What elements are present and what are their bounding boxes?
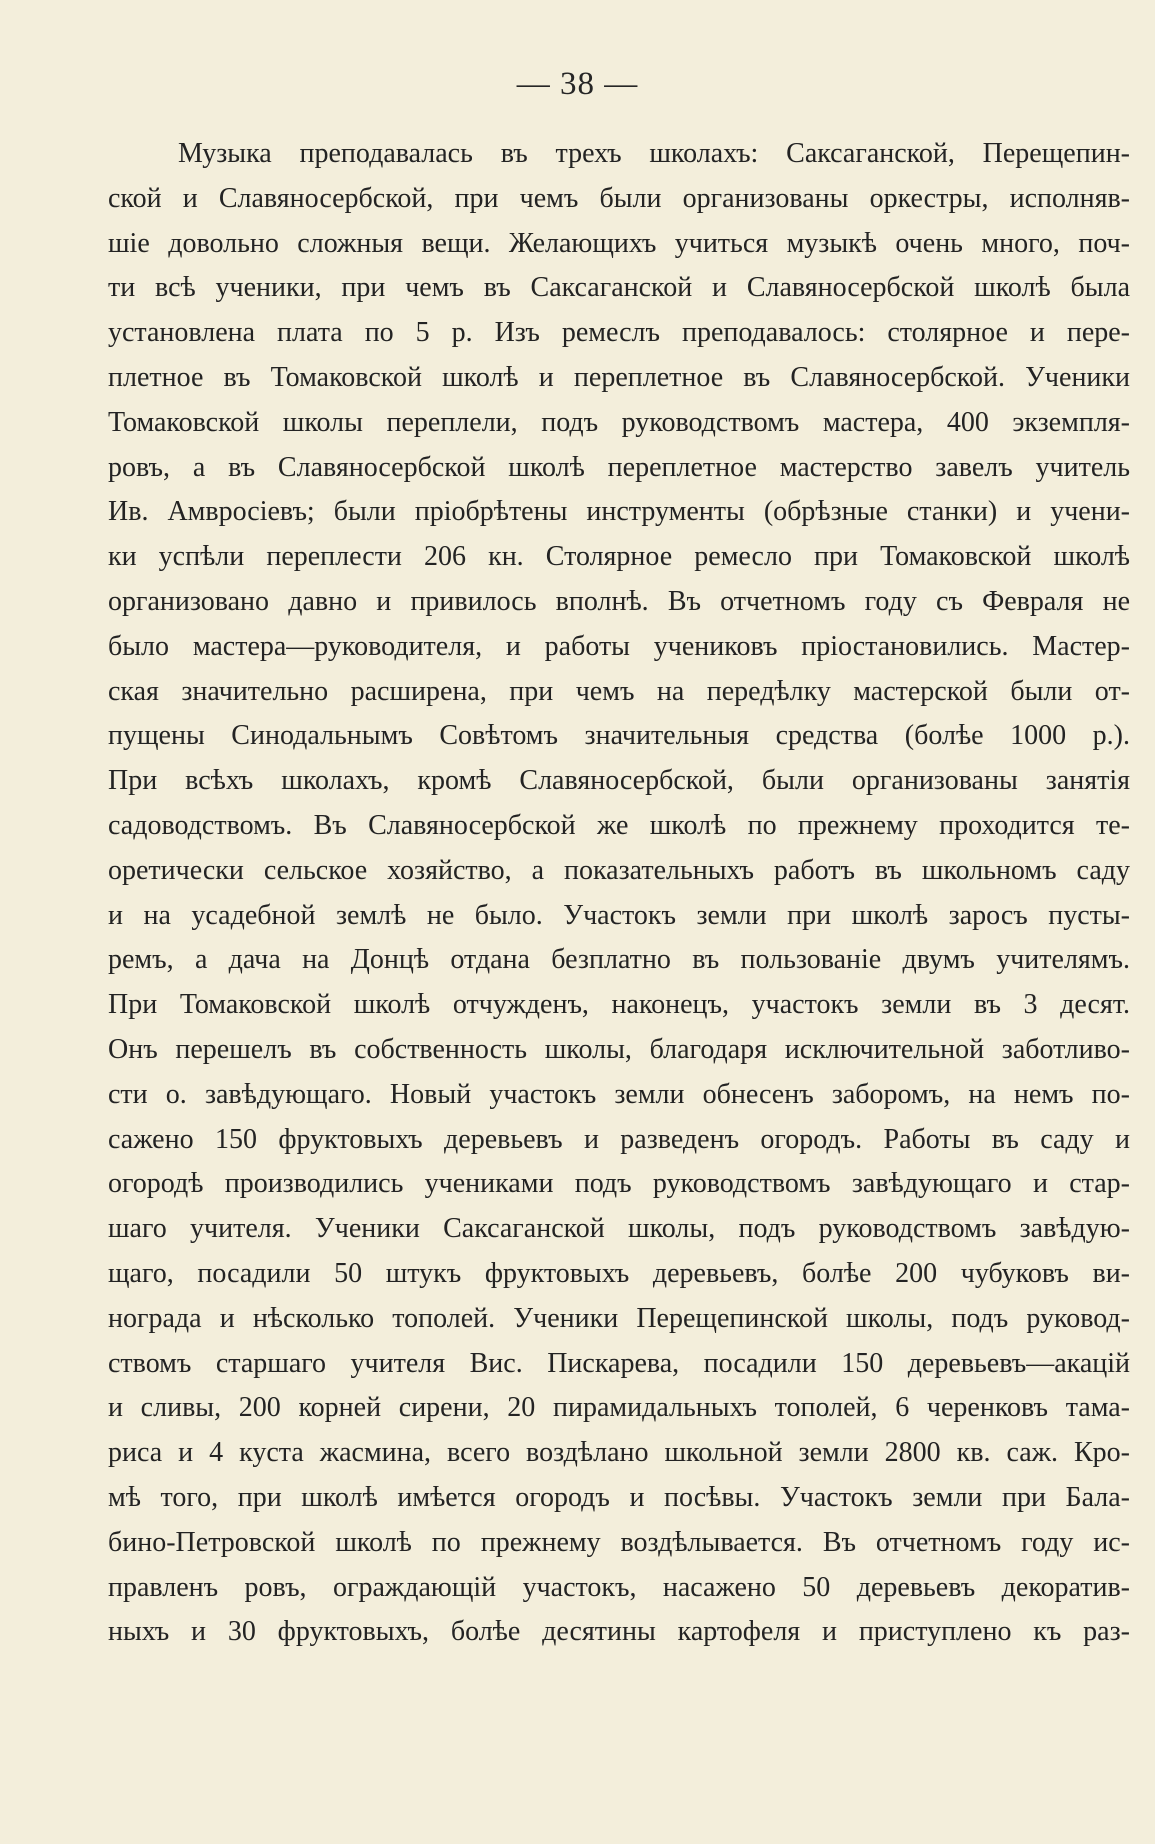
text-line: шаго учителя. Ученики Саксаганской школы, подъ руководствомъ завѣдую- — [108, 1213, 1130, 1245]
text-line: организовано давно и привилось вполнѣ. Въ отчетномъ году съ Февраля не — [108, 585, 1130, 617]
text-line: огородѣ производились учениками подъ руководствомъ завѣдующаго и стар- — [108, 1168, 1130, 1200]
text-line: сажено 150 фруктовыхъ деревьевъ и разведенъ огородъ. Работы въ саду и — [108, 1123, 1130, 1155]
text-line: Онъ перешелъ въ собственность школы, благодаря исключительной заботливо- — [108, 1033, 1130, 1065]
body-text — [108, 132, 1130, 1655]
text-line: ская значительно расширена, при чемъ на передѣлку мастерской были от- — [108, 675, 1130, 707]
text-line: установлена плата по 5 р. Изъ ремеслъ преподавалось: столярное и пере- — [108, 317, 1130, 349]
text-line: При Томаковской школѣ отчужденъ, наконецъ, участокъ земли въ 3 десят. — [108, 989, 1130, 1021]
text-line: правленъ ровъ, ограждающій участокъ, насажено 50 деревьевъ декоратив- — [108, 1571, 1130, 1603]
text-line: садоводствомъ. Въ Славяносербской же школѣ по прежнему проходится те- — [108, 809, 1130, 841]
page-number: — 38 — — [516, 66, 639, 102]
text-line: ти всѣ ученики, при чемъ въ Саксаганской и Славяносербской школѣ была — [108, 272, 1130, 304]
text-line: и на усадебной землѣ не было. Участокъ земли при школѣ заросъ пусты- — [108, 899, 1130, 931]
text-line: ки успѣли переплести 206 кн. Столярное ремесло при Томаковской школѣ — [108, 541, 1130, 573]
text-line: шіе довольно сложныя вещи. Желающихъ учиться музыкѣ очень много, поч- — [108, 227, 1130, 259]
text-line: При всѣхъ школахъ, кромѣ Славяносербской, были организованы занятія — [108, 765, 1130, 797]
text-line: пущены Синодальнымъ Совѣтомъ значительныя средства (болѣе 1000 р.). — [108, 720, 1130, 752]
text-line: Ив. Амвросіевъ; были пріобрѣтены инструменты (обрѣзные станки) и учени- — [108, 496, 1130, 528]
text-line: было мастера—руководителя, и работы учениковъ пріостановились. Мастер- — [108, 630, 1130, 662]
text-line: ныхъ и 30 фруктовыхъ, болѣе десятины картофеля и приступлено къ раз- — [108, 1616, 1130, 1648]
text-line: мѣ того, при школѣ имѣется огородъ и посѣвы. Участокъ земли при Бала- — [108, 1481, 1130, 1513]
text-line: ровъ, а въ Славяносербской школѣ переплетное мастерство завелъ учитель — [108, 451, 1130, 483]
text-line: сти о. завѣдующаго. Новый участокъ земли обнесенъ заборомъ, на немъ по- — [108, 1078, 1130, 1110]
text-line: Томаковской школы переплели, подъ руководствомъ мастера, 400 экземпля- — [108, 406, 1130, 438]
text-line: плетное въ Томаковской школѣ и переплетное въ Славяносербской. Ученики — [108, 361, 1130, 393]
text-line: бино-Петровской школѣ по прежнему воздѣлывается. Въ отчетномъ году ис- — [108, 1526, 1130, 1558]
text-line: ствомъ старшаго учителя Вис. Пискарева, посадили 150 деревьевъ—акацій — [108, 1347, 1130, 1379]
text-line: оретически сельское хозяйство, а показательныхъ работъ въ школьномъ саду — [108, 854, 1130, 886]
text-line: Музыка преподавалась въ трехъ школахъ: Саксаганской, Перещепин- — [178, 138, 1130, 169]
text-line: ской и Славяносербской, при чемъ были организованы оркестры, исполняв- — [108, 182, 1130, 214]
text-line: ремъ, а дача на Донцѣ отдана безплатно въ пользованіе двумъ учителямъ. — [108, 944, 1130, 976]
text-line: щаго, посадили 50 штукъ фруктовыхъ деревьевъ, болѣе 200 чубуковъ ви- — [108, 1257, 1130, 1289]
text-line: риса и 4 куста жасмина, всего воздѣлано школьной земли 2800 кв. саж. Кро- — [108, 1437, 1130, 1469]
text-line: нограда и нѣсколько тополей. Ученики Перещепинской школы, подъ руковод- — [108, 1302, 1130, 1334]
text-line: и сливы, 200 корней сирени, 20 пирамидальныхъ тополей, 6 черенковъ тама- — [108, 1392, 1130, 1424]
